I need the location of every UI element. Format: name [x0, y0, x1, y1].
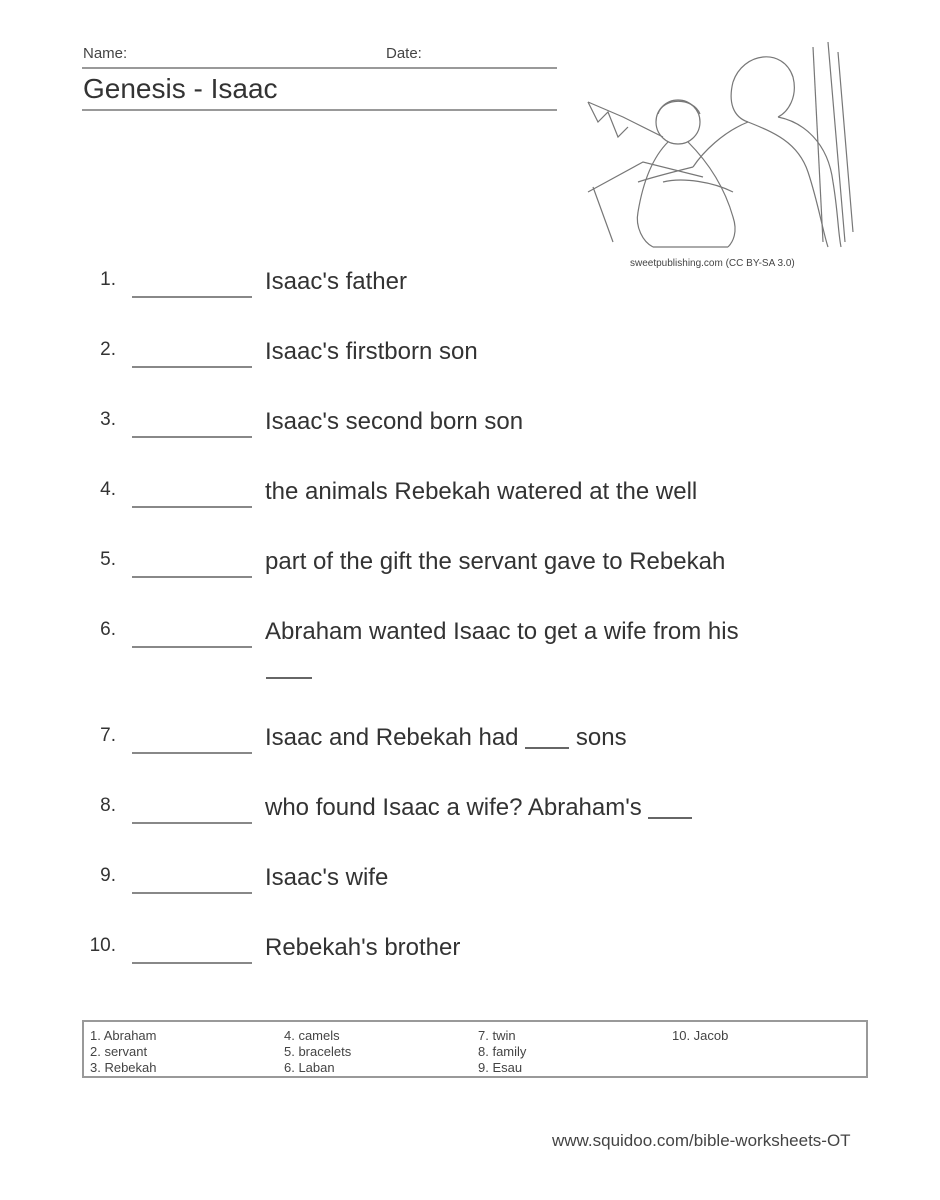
- word-bank-column: [284, 1028, 351, 1076]
- word-bank-item: 7. twin: [478, 1028, 516, 1043]
- word-bank-column: [672, 1028, 728, 1044]
- answer-blank[interactable]: [132, 506, 252, 508]
- word-bank-item: 2. servant: [90, 1044, 148, 1059]
- question-text: part of the gift the servant gave to Rebekah: [265, 548, 726, 575]
- answer-blank[interactable]: [132, 296, 252, 298]
- word-bank-item: 5. bracelets: [284, 1044, 352, 1059]
- word-bank-item: 4. camels: [284, 1028, 340, 1043]
- question-number: 3.: [100, 409, 116, 430]
- inline-blank: [525, 747, 569, 749]
- question-number: 7.: [100, 725, 116, 746]
- answer-blank[interactable]: [132, 892, 252, 894]
- question-text: [265, 794, 692, 822]
- word-bank-item: 10. Jacob: [672, 1028, 729, 1043]
- answer-blank[interactable]: [132, 646, 252, 648]
- question-number: 2.: [100, 339, 116, 360]
- question-text-part: Isaac and Rebekah had: [265, 724, 519, 751]
- question-number: 4.: [100, 479, 116, 500]
- word-bank-item: 3. Rebekah: [90, 1060, 157, 1075]
- illustration-credit: sweetpublishing.com (CC BY-SA 3.0): [630, 258, 795, 269]
- answer-blank[interactable]: [132, 752, 252, 754]
- answer-blank[interactable]: [132, 436, 252, 438]
- question-text: the animals Rebekah watered at the well: [265, 478, 698, 505]
- title-underline: [82, 109, 557, 111]
- question-text: Isaac's father: [265, 268, 407, 295]
- question-text-part: sons: [575, 724, 627, 751]
- answer-blank[interactable]: [132, 576, 252, 578]
- question-number: 9.: [100, 865, 116, 886]
- question-number: 6.: [100, 619, 116, 640]
- word-bank-column: [90, 1028, 157, 1076]
- word-bank-item: 6. Laban: [284, 1060, 335, 1075]
- question-text-part: who found Isaac a wife? Abraham's: [265, 794, 642, 821]
- footer-url: www.squidoo.com/bible-worksheets-OT: [552, 1131, 851, 1150]
- date-label: Date:: [386, 45, 422, 62]
- question-number: 10.: [89, 935, 116, 956]
- question-text: Isaac's second born son: [265, 408, 524, 435]
- question-text: Isaac's wife: [265, 864, 389, 891]
- word-bank: [82, 1020, 868, 1078]
- question-text: [265, 724, 627, 752]
- word-bank-column: [478, 1028, 526, 1076]
- question-text: Isaac's firstborn son: [265, 338, 478, 365]
- word-bank-item: 9. Esau: [478, 1060, 523, 1075]
- answer-blank[interactable]: [132, 962, 252, 964]
- answer-blank[interactable]: [132, 822, 252, 824]
- word-bank-item: 1. Abraham: [90, 1028, 157, 1043]
- word-bank-item: 8. family: [478, 1044, 527, 1059]
- question-number: 5.: [100, 549, 116, 570]
- inline-blank: [648, 817, 692, 819]
- worksheet-title: Genesis - Isaac: [83, 73, 278, 104]
- inline-blank: [266, 677, 312, 679]
- question-number: 1.: [100, 269, 116, 290]
- question-text: Rebekah's brother: [265, 934, 461, 961]
- question-number: 8.: [100, 795, 116, 816]
- name-label: Name:: [83, 45, 128, 62]
- illustration-image: [583, 42, 863, 252]
- question-text: Abraham wanted Isaac to get a wife from his: [265, 618, 739, 645]
- answer-blank[interactable]: [132, 366, 252, 368]
- name-date-line: [82, 67, 557, 69]
